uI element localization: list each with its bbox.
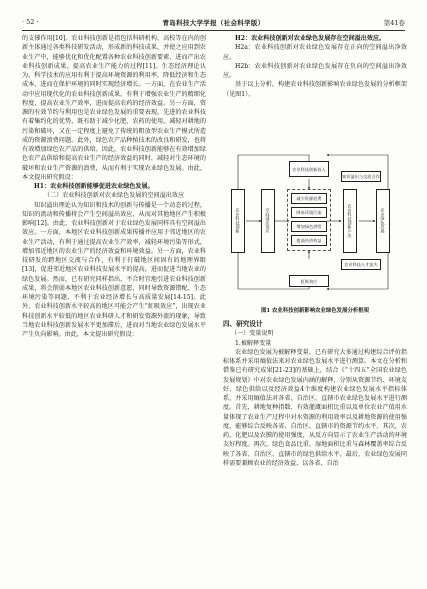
hypothesis-h2a: H2a：农业科技创新对农业绿色发展存在正向的空间溢出净效应。	[223, 44, 407, 61]
page-header	[22, 18, 405, 30]
framework-figure	[223, 149, 407, 299]
node-mechanism-3: 增加绿色供给	[291, 221, 327, 232]
right-column-lower	[223, 320, 407, 468]
paragraph-1: 的支撑作用[10]。农业科技创新是指包括科研机构、高校等在内的创新主体通过各类科技研发活动，形成新的科技成果，并使之应用到农业生产中，能够优化和优化配置各种农业科技创新要素，进而产出农业科技创新成果、提高农业生产能力的过程[11]。生态经济理论认为，科学技术的应用有利于提高环境资源的利用率，降低经济和生态成本，进而在保护环境的同时实现经济增长。一方面，在农业生产活动中应用现代化的农业科技创新成果，有利于增强农业生产的精细化程度，提高农业生产效率，进而提高农药的经济效益。另一方面，资源的有效节约与利用也是农业绿色发展的重要表现。先进的农业科技有着集约化的优势，既有助于减少化肥、农药的使用，减轻对耕地的污染和破坏，又在一定程度上避免了传统的粗放型农业生产模式所造成的资源浪费问题。此外，绿色农产品种植技术的改良和研发，也将有效增加绿色农产品的供给。因此，农业科技创新能够在有效增加绿色农产品供给和提高农业生产的经济效益的同时，减轻对生态环境的破坏和农业生产资源的浪费，从而有利于实现农业绿色发展。由此，本文提出研究假设：	[22, 35, 206, 181]
hypothesis-h1: H1：农业科技创新能够促进农业绿色发展。	[34, 183, 154, 190]
hypothesis-h2: H2：农业科技创新对农业绿色发展存在空间溢出效应。	[235, 35, 386, 42]
paragraph-3: 基于以上分析，构建农业科技创新影响农业绿色发展的分析框架（见图1）。	[223, 81, 407, 98]
node-innovation-output: 农业科技创新产出	[343, 189, 357, 253]
node-mechanism-4: 提高经济效益	[291, 235, 327, 246]
node-siphon: 虹吸效应	[289, 275, 329, 287]
node-talent-loss: 农业科技人才流失	[341, 259, 381, 270]
hypothesis-h2b: H2b：农业科技创新对农业绿色发展存在负向的空间溢出净效应。	[223, 62, 407, 79]
paragraph-2: 知识溢出理论认为知识和技术的创新与传播是一个动态的过程，知识的流动和传播将会产生空间溢出效应，从而对其他地区产生积极影响[12]。由此，农业科技创新对于农业绿色发展同样具有空间溢出效应。一方面，本地区农业科技创新成果传播并应用于邻近地区的农业生产活动，有利于通过提高农业生产效率，减轻环境污染等形式，增加邻近地区的农业生产的经济效益和环境效益。另一方面，农业科技研发的跨地区交流与合作，有利于打破地区间固有的地理界限[13]，促进邻近地区农业科技发展水平的提高，进而促进当地农业的绿色发展。然而，已有研究同样指出，不合时宜地引进农业科技创新成果，将会削弱本地区农业科技创新意愿，同时导致资源错配、生态环境污染等问题，不利于农业经济增长与高质量发展[14-15]。此外，农业科技创新水平较高的地区可能会产生“虹吸效应”，出现农业科技创新水平较低的地区农业科研人才和研发资源外流的现象，导致当地农业科技创新发展水平更加滞后，进而对当地农业绿色发展水平产生负向影响。由此，本文提出研究假设：	[22, 201, 206, 338]
page-number: · 52 ·	[22, 18, 39, 26]
sub-item-1: 1.被解释变量	[235, 339, 272, 347]
node-spatial-effect: 空间溢出效应	[261, 189, 275, 253]
node-agri-tech-innovation: 农业科技创新	[231, 189, 245, 253]
left-column	[22, 34, 206, 339]
header-rule	[22, 30, 405, 31]
node-innovation-input: 农业科技创新投入	[289, 161, 329, 177]
subsection-heading-1: （一）变量说明	[231, 330, 274, 338]
node-mechanism-2: 降低环境污染	[291, 207, 327, 218]
volume-label: 第41卷	[383, 19, 405, 27]
subsection-heading-2: （二）农业科技创新对农业绿色发展的空间溢出效应	[43, 192, 185, 200]
node-knowledge-spillover: 知识溢出与交流合作	[341, 171, 381, 182]
right-column	[223, 34, 407, 99]
section-heading-4: 四、研究设计	[223, 320, 263, 328]
node-mechanism-1: 减少资源浪费	[291, 193, 327, 204]
node-green-development: 农业绿色发展	[376, 189, 390, 253]
figure-caption: 图1 农业科技创新影响农业绿色发展分析框架	[260, 308, 370, 314]
journal-title: 青岛科技大学学报（社会科学版）	[162, 19, 265, 27]
paragraph-4: 农业绿色发展为被解释变量。已有研究大多通过构建综合评价指标体系并采用熵值法来对农业绿色发展水平进行测算。本文在分析和借鉴已有研究成果[21-23]的基础上，结合《“十四五”全国农业绿色发展规划》中对农业绿色发展内涵的解释，分别从资源节约、环境友好、绿色供给以及经济效益4个维度构建农业绿色发展水平指标体系，并采用熵值法对各省、自治区、直辖市农业绿色发展水平进行测度。首先，耕地复种指数、有效灌溉面积比重以及单位农业产值用水量体现了农业生产过程中对水资源的利用效率以及耕地资源的使用强度，能够综合反映各省、自治区、直辖市的资源节约水平。其次，农药、化肥以及农膜的使用强度，从反方向显示了农业生产活动的环境友好程度。再次，绿色食品比重、湿地面积比重与森林覆盖率综合反映了各省、自治区、直辖市的绿色供给水平。最后，农业绿色发展同样需要兼顾农业的经济效益，以各省、自治	[223, 348, 407, 467]
